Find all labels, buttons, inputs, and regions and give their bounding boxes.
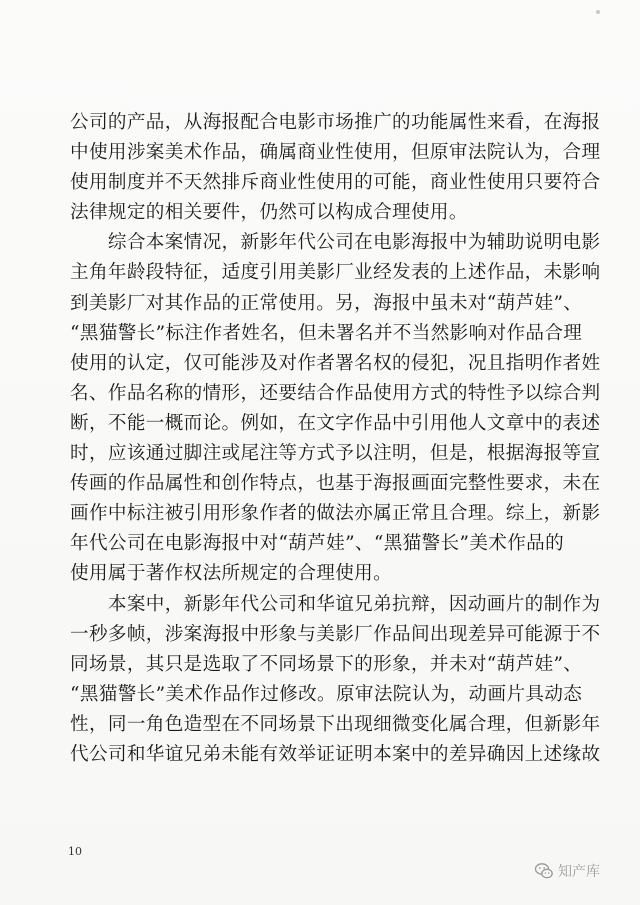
text-line: 中使用涉案美术作品，确属商业性使用，但原审法院认为，合理 — [70, 142, 601, 164]
text-line: “黑猫警长”标注作者姓名，但未署名并不当然影响对作品合理 — [70, 322, 583, 344]
watermark — [534, 861, 600, 881]
text-line: 一秒多帧，涉案海报中形象与美影厂作品间出现差异可能源于不 — [70, 623, 601, 645]
text-line: 到美影厂对其作品的正常使用。另，海报中虽未对“葫芦娃”、 — [70, 292, 583, 314]
page-number: 10 — [68, 845, 82, 858]
text-line: 公司的产品，从海报配合电影市场推广的功能属性来看，在海报 — [70, 112, 601, 133]
text-line: 综合本案情况，新影年代公司在电影海报中为辅助说明电影 — [70, 232, 601, 254]
text-line: 使用的认定，仅可能涉及对作者署名权的侵犯，况且指明作者姓 — [70, 352, 601, 374]
text-line: 法律规定的相关要件，仍然可以构成合理使用。 — [70, 202, 468, 224]
text-line: 断，不能一概而论。例如，在文字作品中引用他人文章中的表述 — [70, 412, 601, 434]
text-line: 本案中，新影年代公司和华谊兄弟抗辩，因动画片的制作为 — [70, 593, 601, 615]
text-line: 使用制度并不天然排斥商业性使用的可能，商业性使用只要符合 — [70, 172, 601, 194]
text-line: 同场景，其只是选取了不同场景下的形象，并未对“葫芦娃”、 — [70, 653, 583, 675]
watermark-text: 知产库 — [558, 864, 600, 880]
paragraph-3 — [70, 590, 601, 771]
text-line: 名、作品名称的情形，还要结合作品使用方式的特性予以综合判 — [70, 382, 601, 404]
text-line: 性，同一角色造型在不同场景下出现细微变化属合理，但新影年 — [70, 713, 601, 735]
text-line: 主角年龄段特征，适度引用美影厂业经发表的上述作品，未影响 — [70, 262, 601, 284]
text-line: “黑猫警长”美术作品作过修改。原审法院认为，动画片具动态 — [70, 683, 583, 705]
text-line: 年代公司在电影海报中对“葫芦娃”、“黑猫警长”美术作品的 — [70, 533, 565, 555]
text-line: 代公司和华谊兄弟未能有效举证证明本案中的差异确因上述缘故 — [70, 743, 601, 765]
text-line: 使用属于著作权法所规定的合理使用。 — [70, 563, 393, 585]
paragraph-1 — [70, 108, 601, 228]
document-body — [70, 108, 601, 770]
wechat-logo-icon — [534, 861, 554, 881]
text-line: 时，应该通过脚注或尾注等方式予以注明，但是，根据海报等宣 — [70, 443, 601, 465]
page-speck — [596, 10, 600, 14]
text-line: 传画的作品属性和创作特点，也基于海报画面完整性要求，未在 — [70, 473, 601, 495]
paragraph-2 — [70, 228, 601, 589]
text-line: 画作中标注被引用形象作者的做法亦属正常且合理。综上，新影 — [70, 503, 601, 525]
